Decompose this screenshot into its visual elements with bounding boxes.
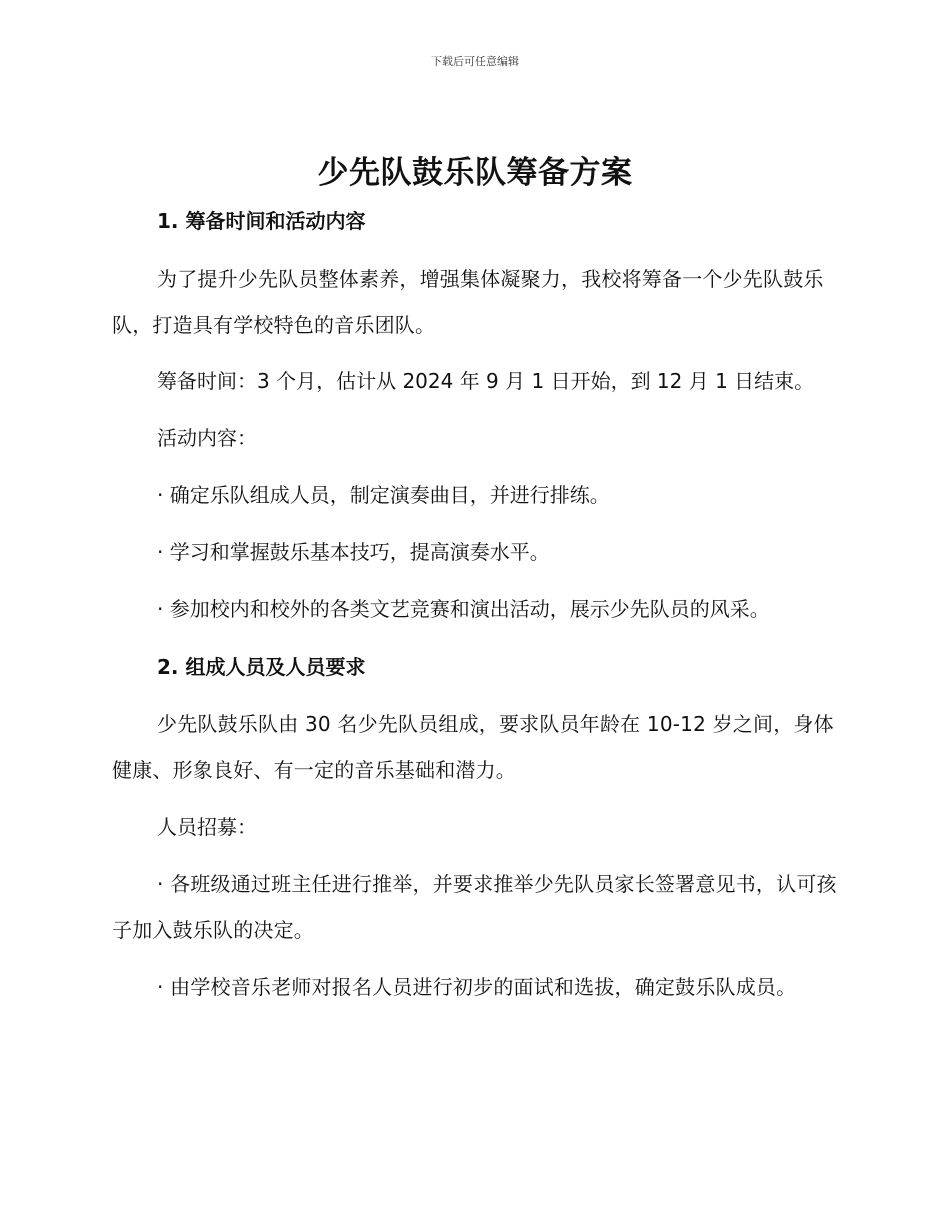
recruitment-item: · 由学校音乐老师对报名人员进行初步的面试和选拔，确定鼓乐队成员。 xyxy=(157,975,797,999)
section-1-intro-paragraph: 为了提升少先队员整体素养，增强集体凝聚力，我校将筹备一个少先队鼓乐队，打造具有学校特色的音乐团队。 xyxy=(112,267,824,337)
preparation-time-paragraph: 筹备时间：3 个月，估计从 2024 年 9 月 1 日开始，到 12 月 1 日结束。 xyxy=(157,369,815,393)
activity-item: · 参加校内和校外的各类文艺竞赛和演出活动，展示少先队员的风采。 xyxy=(157,597,770,621)
section-1-heading: 1. 筹备时间和活动内容 xyxy=(157,209,366,233)
activity-item: · 确定乐队组成人员，制定演奏曲目，并进行排练。 xyxy=(157,483,610,507)
document-title: 少先队鼓乐队筹备方案 xyxy=(317,155,633,191)
recruitment-item: · 各班级通过班主任进行推举，并要求推举少先队员家长签署意见书，认可孩子加入鼓乐队的决定。 xyxy=(112,872,837,942)
activity-item: · 学习和掌握鼓乐基本技巧，提高演奏水平。 xyxy=(157,540,550,564)
section-2-intro-paragraph: 少先队鼓乐队由 30 名少先队员组成，要求队员年龄在 10-12 岁之间，身体健康、形象良好、有一定的音乐基础和潜力。 xyxy=(112,712,834,782)
page-header-note: 下载后可任意编辑 xyxy=(431,55,519,68)
activities-label: 活动内容： xyxy=(157,426,257,450)
section-2-heading: 2. 组成人员及人员要求 xyxy=(157,655,366,679)
recruitment-label: 人员招募： xyxy=(157,815,257,839)
